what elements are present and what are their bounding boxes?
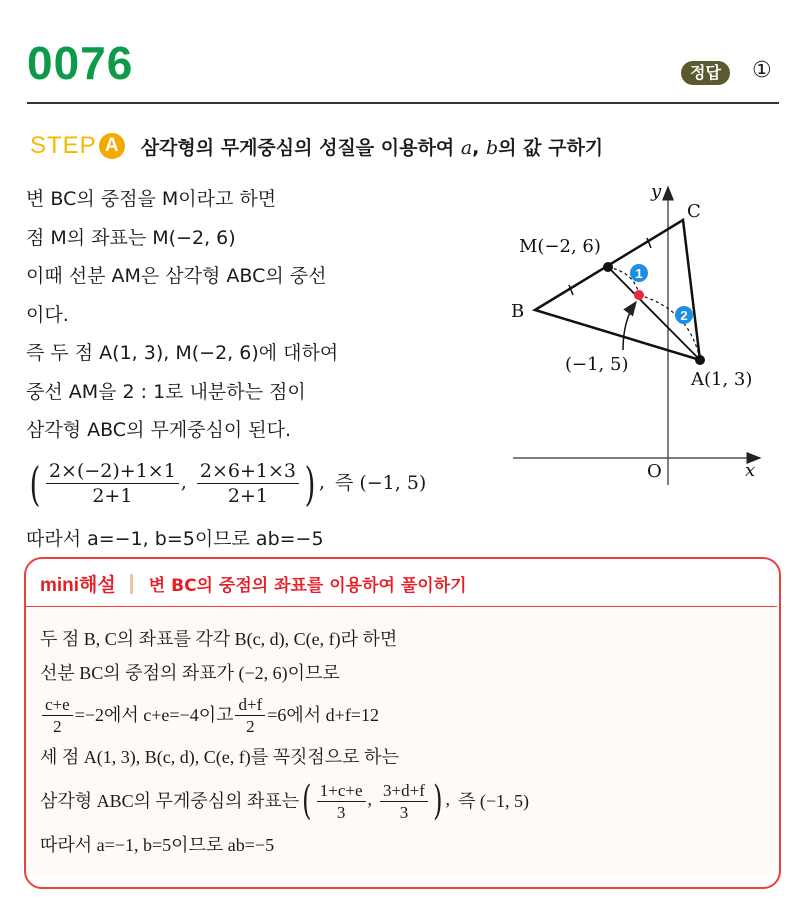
header-divider (27, 102, 779, 104)
denominator: 3 (399, 802, 409, 822)
fraction-y (380, 780, 428, 823)
denominator: 2 (53, 716, 62, 736)
mini-line: 세 점 A(1, 3), B(c, d), C(e, f)를 꼭짓점으로 하는 (40, 747, 399, 767)
numerator: d+f (235, 694, 265, 716)
solution-line: 삼각형 ABC의 무게중심이 된다. (26, 419, 292, 441)
step-label: STEP (30, 132, 97, 159)
result-value: (−1, 5) (359, 472, 427, 495)
mini-text: 즉 (−1, 5) (458, 791, 530, 811)
origin-label: O (647, 461, 662, 482)
left-paren: ( (302, 778, 312, 824)
numerator: 2×6+1×3 (197, 459, 299, 484)
solution-body (26, 180, 496, 558)
mini-separator (130, 574, 133, 594)
step-letter-badge: A (99, 133, 125, 159)
point-a-label: A(1, 3) (691, 369, 753, 390)
numerator: 1+c+e (317, 780, 366, 802)
left-paren: ( (29, 456, 41, 511)
centroid-formula: ( $\frac{2\times(-2)+1\times 1}{2+1}$ , $\frac{2\times 6+1\times 3}{2+1}$ ) , 즉 (−1, 5) (29, 456, 427, 511)
fraction-ce (42, 694, 73, 737)
solution-line: 변 BC의 중점을 M이라고 하면 (26, 188, 277, 210)
solution-line: 점 M의 좌표는 M(−2, 6) (26, 226, 236, 249)
fraction-df (235, 694, 265, 737)
fraction-y (197, 459, 299, 508)
mini-text: =−2에서 c+e=−4이고 (74, 705, 234, 725)
ratio-2-label: 2 (680, 308, 688, 323)
fraction-x (46, 459, 179, 508)
point-m-label: M(−2, 6) (519, 236, 601, 257)
numerator: 3+d+f (380, 780, 428, 802)
solution-line: 중선 AM을 2 : 1로 내분하는 점이 (26, 380, 306, 403)
mini-line: 선분 BC의 중점의 좌표가 (−2, 6)이므로 (40, 663, 340, 683)
y-axis-label: y (651, 181, 662, 202)
point-c-label: C (687, 201, 701, 222)
denominator: 2+1 (92, 485, 133, 507)
right-paren: ) (433, 778, 443, 824)
x-axis-label: x (745, 460, 756, 481)
centroid-label: (−1, 5) (565, 354, 629, 375)
mini-line-centroid: 삼각형 ABC의 무게중심의 좌표는 ( $\frac{1+c+e}{3}$ , $\frac{3+d+f}{3}$ ) , 즉 (−1, 5) (40, 778, 530, 824)
fraction-x (317, 780, 366, 823)
right-paren: ) (304, 456, 316, 511)
denominator: 2 (246, 716, 255, 736)
mini-line: 따라서 a=−1, b=5이므로 ab=−5 (40, 835, 275, 855)
var-b: b (485, 136, 499, 159)
numerator: 2×(−2)+1×1 (46, 459, 179, 484)
step-title-text: 삼각형의 무게중심의 성질을 이용하여 (140, 136, 461, 159)
mini-text: =6에서 d+f=12 (267, 705, 379, 725)
problem-number: 0076 (27, 37, 134, 89)
answer-badge: 정답 (681, 61, 730, 85)
solution-conclusion: 따라서 a=−1, b=5이므로 ab=−5 (26, 527, 324, 550)
centroid-point (634, 290, 644, 300)
mini-tag: mini해설 (40, 575, 116, 596)
mini-line: 두 점 B, C의 좌표를 각각 B(c, d), C(e, f)라 하면 (40, 629, 398, 649)
mini-text: 삼각형 ABC의 무게중심의 좌표는 (40, 791, 300, 811)
solution-line: 즉 두 점 A(1, 3), M(−2, 6)에 대하여 (26, 342, 339, 364)
mini-divider (24, 606, 777, 607)
solution-line: 이때 선분 AM은 삼각형 ABC의 중선 (26, 265, 327, 287)
point-b-label: B (511, 301, 525, 322)
point-a (695, 355, 705, 365)
var-a: a (460, 136, 473, 159)
coordinate-diagram (505, 175, 795, 495)
ratio-1-label: 1 (635, 266, 643, 281)
mini-title: 변 BC의 중점의 좌표를 이용하여 풀이하기 (148, 576, 467, 596)
answer-value: ① (752, 58, 772, 83)
step-title-suffix: 의 값 구하기 (498, 136, 604, 159)
mini-line-fractions (40, 690, 760, 740)
mini-body (40, 622, 760, 862)
numerator: c+e (42, 694, 73, 716)
step-title (141, 133, 603, 160)
comma: , (472, 136, 486, 159)
denominator: 3 (336, 802, 346, 822)
denominator: 2+1 (227, 485, 268, 507)
result-prefix: 즉 (334, 472, 354, 495)
mini-header (40, 570, 467, 597)
solution-line: 이다. (26, 303, 69, 326)
point-m (603, 262, 613, 272)
step-heading (30, 132, 603, 160)
